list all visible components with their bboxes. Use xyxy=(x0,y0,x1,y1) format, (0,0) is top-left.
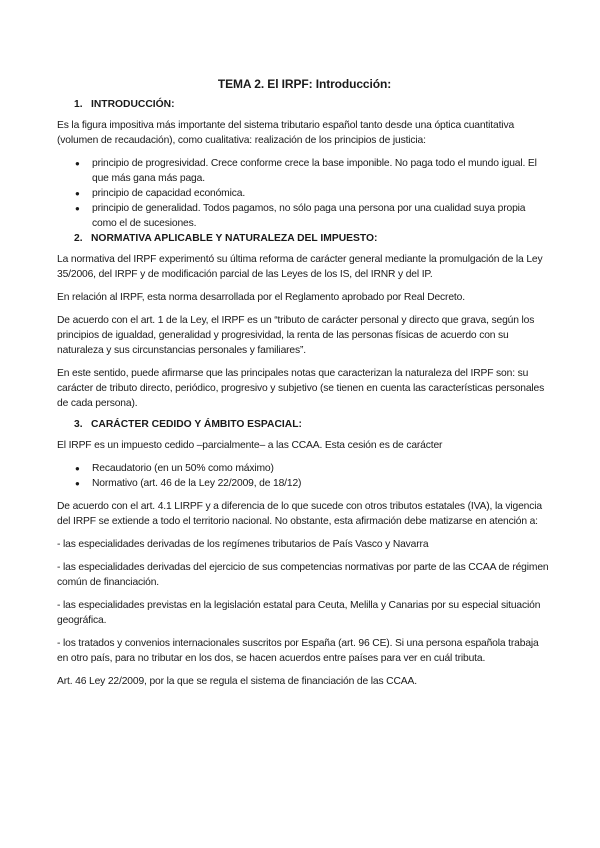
paragraph: En relación al IRPF, esta norma desarrollada por el Reglamento aprobado por Real Decreto. xyxy=(57,292,465,303)
bullet-list xyxy=(57,461,552,491)
paragraph: Art. 46 Ley 22/2009, por la que se regula el sistema de financiación de las CCAA. xyxy=(57,676,417,687)
section-heading-caracter-cedido xyxy=(57,419,552,430)
paragraph: De acuerdo con el art. 4.1 LIRPF y a diferencia de lo que sucede con otros tributos estatales (IVA), la vigencia del IRPF se extiende a todo el territorio nacional. No obstante, esta afirmación debe matizarse en atención a: xyxy=(57,501,542,527)
section-heading-introduccion xyxy=(57,99,552,110)
bullet-icon: ● xyxy=(75,479,80,488)
paragraph: - las especialidades derivadas del ejercicio de sus competencias normativas por parte de las CCAA de régimen común de financiación. xyxy=(57,562,549,588)
page-title: TEMA 2. El IRPF: Introducción: xyxy=(217,77,392,91)
paragraph: Es la figura impositiva más importante del sistema tributario español tanto desde una óptica cuantitativa (volumen de recaudación), como cualitativa: realización de los principios de justicia: xyxy=(57,120,515,146)
section-number: 2. xyxy=(74,233,83,244)
paragraph: En este sentido, puede afirmarse que las principales notas que caracterizan la naturaleza del IRPF son: su carácter de tributo directo, periódico, progresivo y subjetivo (se tienen en cuenta las características personales de cada persona). xyxy=(57,368,545,409)
list-item: ● Recaudatorio (en un 50% como máximo) xyxy=(75,463,274,474)
bullet-icon: ● xyxy=(75,189,80,198)
paragraph: - los tratados y convenios internacionales suscritos por España (art. 96 CE). Si una persona española trabaja en otro país, para no tributar en los dos, se hacen acuerdos entre países para ver en cuál tributa. xyxy=(57,638,539,664)
bullet-icon: ● xyxy=(75,204,80,213)
bullet-icon: ● xyxy=(75,159,80,168)
paragraph: - las especialidades derivadas de los regímenes tributarios de País Vasco y Navarra xyxy=(57,539,429,550)
bullet-icon: ● xyxy=(75,464,80,473)
list-item: ● principio de capacidad económica. xyxy=(75,188,246,199)
paragraph: - las especialidades previstas en la legislación estatal para Ceuta, Melilla y Canarias por su especial situación geográfica. xyxy=(57,600,541,626)
paragraph: La normativa del IRPF experimentó su última reforma de carácter general mediante la promulgación de la Ley 35/2006, del IRPF y de modificación parcial de las Leyes de los IS, del IRNR y del IP. xyxy=(57,254,543,280)
bullet-list xyxy=(57,156,552,231)
section-heading-text: INTRODUCCIÓN: xyxy=(91,99,175,110)
list-item: ● principio de generalidad. Todos pagamos, no sólo paga una persona por una cualidad suya propia como el de sucesiones. xyxy=(75,203,526,229)
section-heading-text: CARÁCTER CEDIDO Y ÁMBITO ESPACIAL: xyxy=(91,419,302,430)
paragraph: De acuerdo con el art. 1 de la Ley, el IRPF es un “tributo de carácter personal y directo que grava, según los principios de igualdad, generalidad y progresividad, la renta de las personas físicas de acuerdo con su naturaleza y sus circunstancias personales y familiares”. xyxy=(57,315,535,356)
list-item: ● Normativo (art. 46 de la Ley 22/2009, de 18/12) xyxy=(75,478,302,489)
section-number: 1. xyxy=(74,99,83,110)
section-number: 3. xyxy=(74,419,83,430)
section-heading-text: NORMATIVA APLICABLE Y NATURALEZA DEL IMPUESTO: xyxy=(91,233,378,244)
section-heading-normativa xyxy=(57,233,552,244)
list-item: ● principio de progresividad. Crece conforme crece la base imponible. No paga todo el mundo igual. El que más gana más paga. xyxy=(75,158,537,184)
paragraph: El IRPF es un impuesto cedido –parcialmente– a las CCAA. Esta cesión es de carácter xyxy=(57,440,443,451)
